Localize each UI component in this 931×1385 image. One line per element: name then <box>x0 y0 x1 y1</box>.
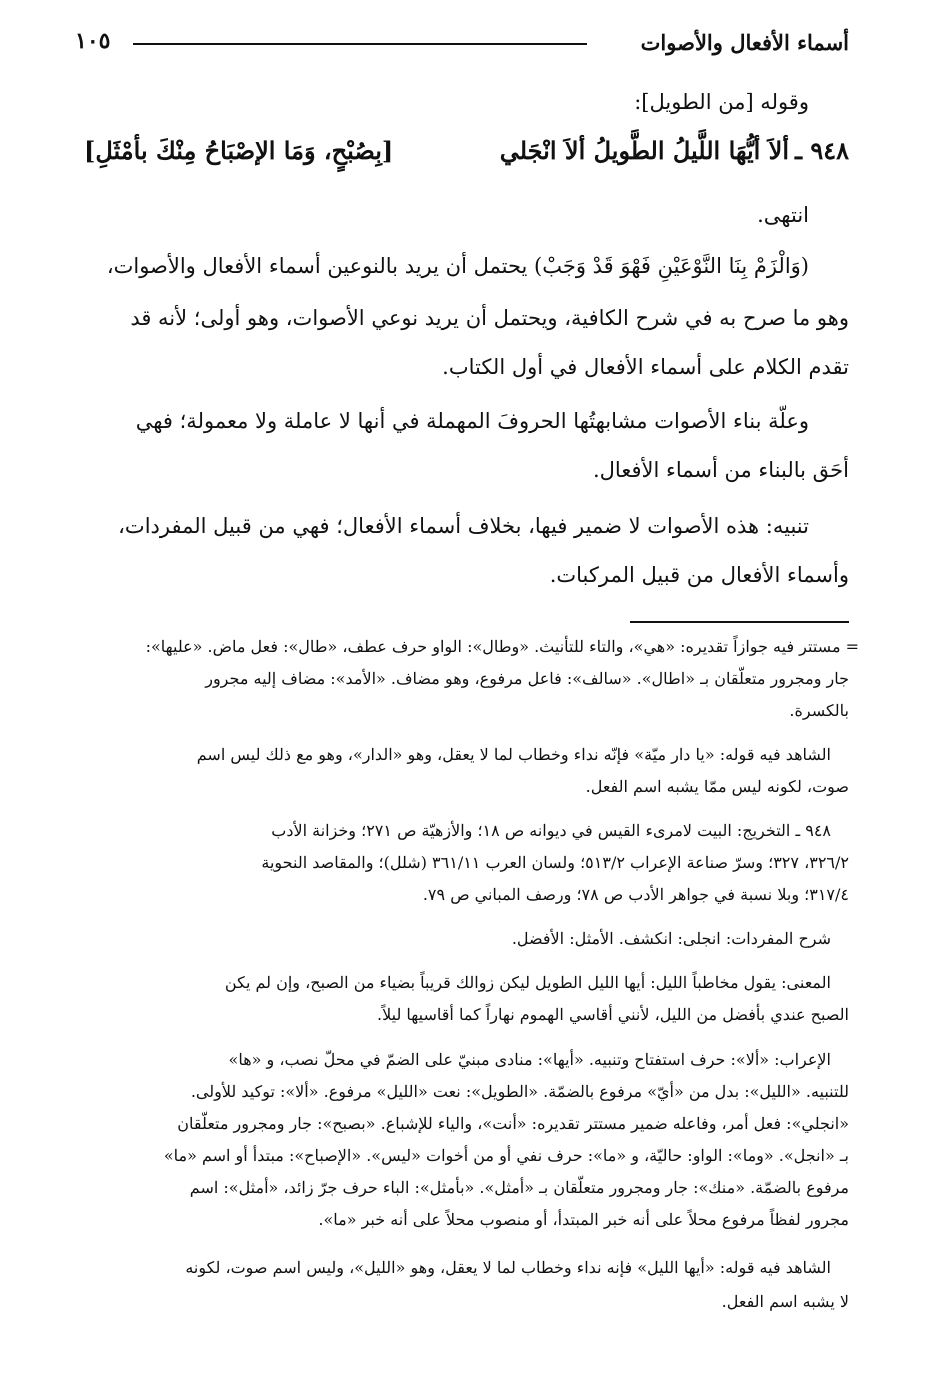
footnote-cont-line-3: بالكسرة. <box>789 701 849 720</box>
footnote-takhrij-line-1: ٩٤٨ ـ التخريج: البيت لامرىء القيس في ديوانه ص ١٨؛ والأزهيّة ص ٢٧١؛ وخزانة الأدب <box>271 821 831 840</box>
footnote-irab-line-6: مجرور لفظاً مرفوع محلاً على أنه خبر المبتدأ، أو منصوب محلاً على أنه خبر «ما». <box>318 1210 849 1229</box>
footnote-mufradat: شرح المفردات: انجلى: انكشف. الأمثل: الأفضل. <box>511 929 831 948</box>
footnote-irab-line-4: بـ «انجل». «وما»: الواو: حاليّة، و «ما»: حرف نفي أو من أخوات «ليس». «الإصباح»: مبتدأ أو اسم «ما» <box>163 1146 849 1165</box>
running-title: أسماء الأفعال والأصوات <box>640 30 849 55</box>
intro-line: وقوله [من الطويل]: <box>634 90 809 114</box>
intaha-line: انتهى. <box>757 203 809 227</box>
footnote-irab-line-1: الإعراب: «ألا»: حرف استفتاح وتنبيه. «أيها»: منادى مبنيّ على الضمّ في محلّ نصب، و «ها» <box>228 1050 831 1069</box>
footnote-irab-line-5: مرفوع بالضمّة. «منك»: جار ومجرور متعلّقان بـ «أمثل». «بأمثل»: الباء حرف جرّ زائد، «أمثل»: اسم <box>189 1178 849 1197</box>
verse-hemistich-2: [بِصُبْحٍ، وَمَا الإصْبَاحُ مِنْكَ بأمْثَلِ] <box>84 136 394 165</box>
page-number: ١٠٥ <box>75 28 111 54</box>
footnote-irab-line-3: «انجلي»: فعل أمر، وفاعله ضمير مستتر تقديره: «أنت»، والياء للإشباع. «بصبح»: جار ومجرور متعلّقان <box>177 1114 849 1133</box>
paragraph-1-line-3: تقدم الكلام على أسماء الأفعال في أول الكتاب. <box>442 355 849 379</box>
footnote-shahid-1-line-1: الشاهد فيه قوله: «يا دار ميّة» فإنّه نداء وخطاب لما لا يعقل، وهو «الدار»، وهو مع ذلك ليس اسم <box>196 745 831 764</box>
header-rule <box>133 43 587 45</box>
footnote-shahid-2-line-2: لا يشبه اسم الفعل. <box>721 1292 849 1311</box>
paragraph-1-line-1: (وَالْزَمْ بِنَا النَّوْعَيْنِ فَهْوَ قَدْ وَجَبْ) يحتمل أن يريد بالنوعين أسماء الأفعال والأصوات، <box>106 254 809 278</box>
footnote-shahid-2-line-1: الشاهد فيه قوله: «أيها الليل» فإنه نداء وخطاب لما لا يعقل، وهو «الليل»، وليس اسم صوت، لكونه <box>185 1258 831 1277</box>
paragraph-2-line-1: وعلّة بناء الأصوات مشابهتُها الحروفَ المهملة في أنها لا عاملة ولا معمولة؛ فهي <box>135 409 809 433</box>
paragraph-1-line-2: وهو ما صرح به في شرح الكافية، ويحتمل أن يريد نوعي الأصوات، وهو أولى؛ لأنه قد <box>130 306 849 330</box>
footnote-takhrij-line-3: ٣١٧/٤؛ وبلا نسبة في جواهر الأدب ص ٧٨؛ ورصف المباني ص ٧٩. <box>422 885 849 904</box>
verse-number: ٩٤٨ ـ <box>794 136 849 165</box>
footnote-maana-line-1: المعنى: يقول مخاطباً الليل: أيها الليل الطويل ليكن زوالك قريباً بضياء من الصبح، وإن لم يكن <box>224 973 831 992</box>
footnote-separator <box>630 621 849 623</box>
footnote-cont-line-2: جار ومجرور متعلّقان بـ «اطال». «سالف»: فاعل مرفوع، وهو مضاف. «الأمد»: مضاف إليه مجرور <box>205 669 849 688</box>
footnote-irab-line-2: للتنبيه. «الليل»: بدل من «أيّ» مرفوع بالضمّة. «الطويل»: نعت «الليل» مرفوع. «ألا»: توكيد للأولى. <box>190 1082 849 1101</box>
footnote-shahid-1-line-2: صوت، لكونه ليس ممّا يشبه اسم الفعل. <box>585 777 849 796</box>
verse-hemistich-1: ألاَ أيُّهَا اللَّيلُ الطَّويلُ ألاَ انْجَلي <box>499 136 789 165</box>
footnote-cont-line-1: = مستتر فيه جوازاً تقديره: «هي»، والتاء للتأنيث. «وطال»: الواو حرف عطف، «طال»: فعل ماض. «عليها»: <box>145 637 859 656</box>
paragraph-3-line-2: وأسماء الأفعال من قبيل المركبات. <box>549 563 849 587</box>
footnote-takhrij-line-2: ٣٢٦/٢، ٣٢٧؛ وسرّ صناعة الإعراب ٥١٣/٢؛ ولسان العرب ٣٦١/١١ (شلل)؛ والمقاصد النحوية <box>261 853 849 872</box>
page-header <box>75 26 849 62</box>
footnote-maana-line-2: الصبح عندي بأفضل من الليل، لأنني أقاسي الهموم نهاراً كما أقاسيها ليلاً. <box>376 1005 849 1024</box>
paragraph-3-line-1: تنبيه: هذه الأصوات لا ضمير فيها، بخلاف أسماء الأفعال؛ فهي من قبيل المفردات، <box>118 514 809 538</box>
paragraph-2-line-2: أحَق بالبناء من أسماء الأفعال. <box>592 458 849 482</box>
